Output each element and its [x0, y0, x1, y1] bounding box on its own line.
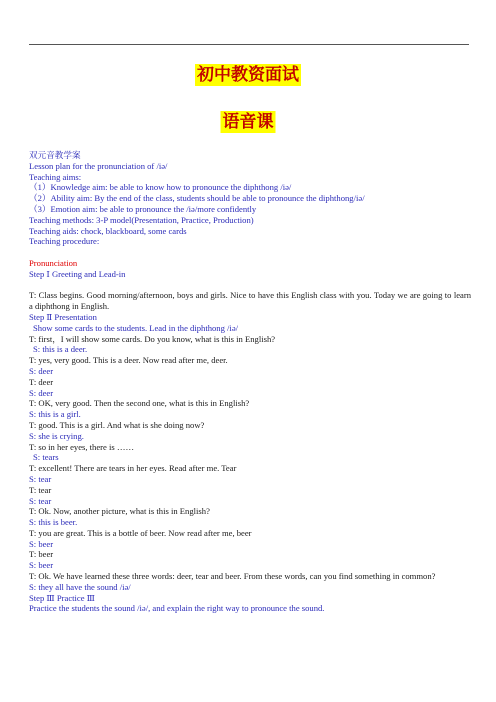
student-line: S: tears: [33, 452, 59, 463]
teacher-line: T: so in her eyes, there is ……: [29, 441, 135, 452]
practice-instruction: Practice the students the sound /iə/, and explain the right way to pronounce the sound.: [29, 603, 325, 614]
header-rule: [29, 44, 469, 45]
student-line: S: this is a girl.: [29, 409, 81, 420]
greeting-paragraph: T: Class begins. Good morning/afternoon, boys and girls. Nice to have this English class with you. Today we are going to learn a diphthong in English.: [29, 290, 471, 312]
document-body: [29, 150, 471, 614]
aim-emotion: （3）Emotion aim: be able to pronounce the /iə/more confidently: [29, 203, 257, 214]
aim-ability: （2）Ability aim: By the end of the class, students should be able to pronounce the diphthong/iə/: [29, 193, 365, 204]
student-line: S: beer: [29, 560, 54, 571]
document-subtitle: 语音课: [222, 112, 274, 132]
teaching-procedure: Teaching procedure:: [29, 236, 100, 247]
teacher-line: T: Ok. Now, another picture, what is this in English?: [29, 506, 210, 517]
teacher-line: T: good. This is a girl. And what is she doing now?: [29, 419, 205, 430]
teacher-line: T: beer: [29, 549, 54, 560]
teacher-line: T: OK, very good. Then the second one, what is this in English?: [29, 398, 250, 409]
section-heading: Pronunciation: [29, 257, 78, 268]
aim-knowledge: （1）Knowledge aim: be able to know how to pronounce the diphthong /iə/: [29, 182, 292, 193]
teacher-line: T: excellent! There are tears in her eyes. Read after me. Tear: [29, 463, 237, 474]
teaching-methods: Teaching methods: 3-P model(Presentation, Practice, Production): [29, 214, 254, 225]
summary-paragraph: T: Ok. We have learned these three words: deer, tear and beer. From these words, can you find something in common?: [29, 571, 436, 582]
plan-title: Lesson plan for the pronunciation of /iə/: [29, 160, 168, 171]
document-title: 初中教资面试: [197, 65, 299, 85]
student-line: S: tear: [29, 473, 52, 484]
student-line: S: deer: [29, 387, 54, 398]
teaching-aids: Teaching aids: chock, blackboard, some cards: [29, 225, 187, 236]
teacher-line: T: you are great. This is a bottle of beer. Now read after me, beer: [29, 527, 252, 538]
step-1-heading: Step Ⅰ Greeting and Lead-in: [29, 268, 126, 279]
teacher-line: T: tear: [29, 484, 52, 495]
aims-heading: Teaching aims:: [29, 171, 82, 182]
student-line: S: this is beer.: [29, 517, 78, 528]
student-line: S: deer: [29, 365, 54, 376]
step-2-note: Show some cards to the students. Lead in the diphthong /iə/: [33, 322, 239, 333]
student-line: S: she is crying.: [29, 430, 84, 441]
teacher-line: T: first，I will show some cards. Do you know, what is this in English?: [29, 333, 276, 344]
student-line: S: beer: [29, 538, 54, 549]
student-answer: S: they all have the sound /iə/: [29, 581, 131, 592]
step-3-heading: Step Ⅲ Practice Ⅲ: [29, 592, 95, 603]
doc-label: 双元音教学案: [29, 150, 81, 160]
step-2-heading: Step Ⅱ Presentation: [29, 311, 97, 322]
teacher-line: T: yes, very good. This is a deer. Now read after me, deer.: [29, 355, 228, 366]
student-line: S: tear: [29, 495, 52, 506]
student-line: S: this is a deer.: [33, 344, 88, 355]
teacher-line: T: deer: [29, 376, 54, 387]
dialogue-list: [29, 334, 471, 572]
